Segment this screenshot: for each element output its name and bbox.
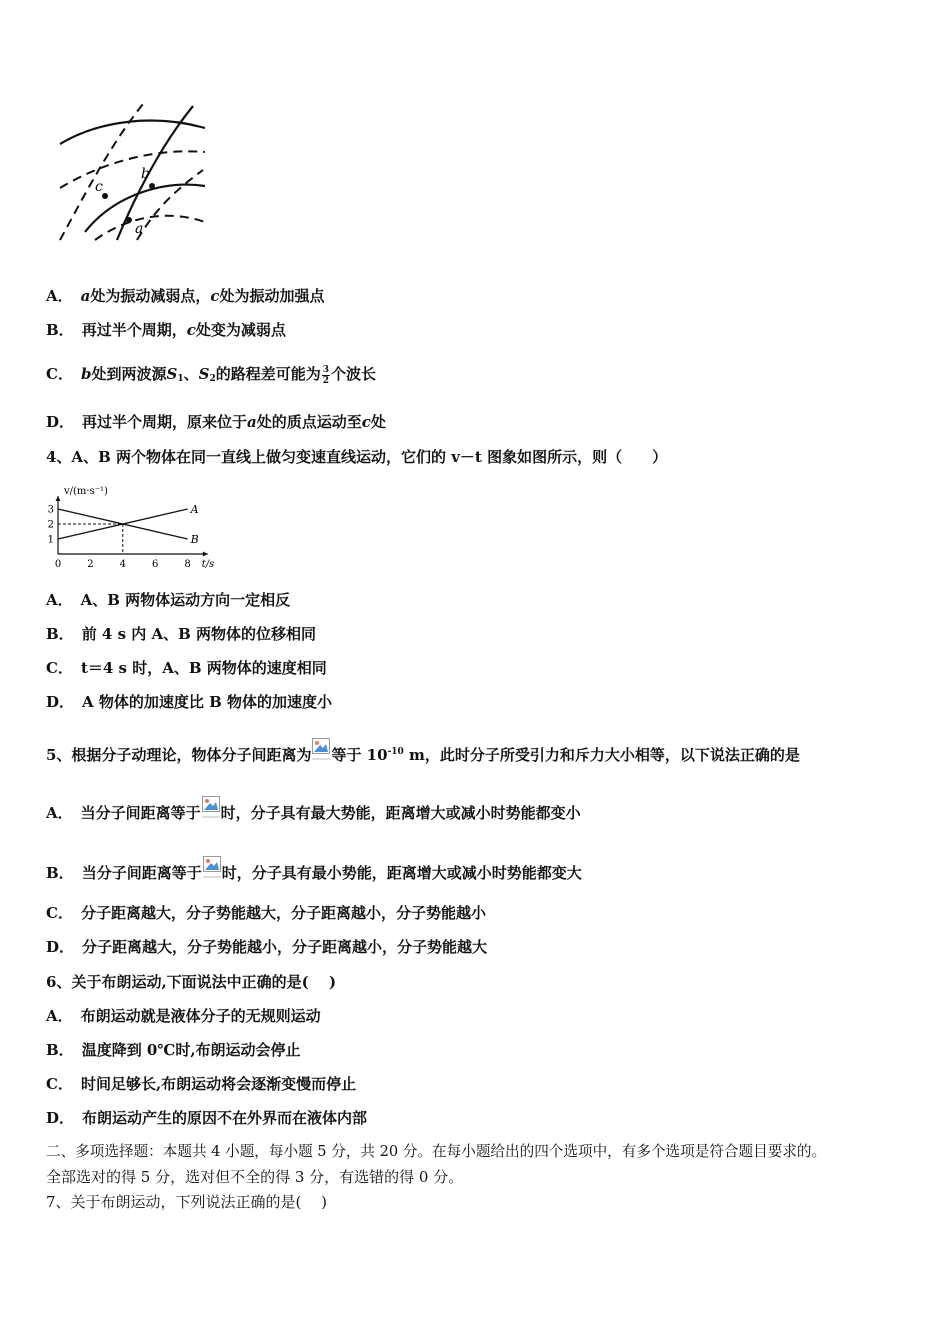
q6-option-c[interactable]: C． 时间足够长,布朗运动将会逐渐变慢而停止 bbox=[46, 1075, 357, 1093]
q6-stem: 6、关于布朗运动,下面说法中正确的是( ) bbox=[46, 973, 337, 991]
broken-image-icon bbox=[202, 796, 220, 822]
y-tick-label: 3 bbox=[47, 504, 54, 516]
q7-stem: 7、关于布朗运动，下列说法正确的是( ) bbox=[46, 1193, 328, 1211]
q6-option-a[interactable]: A． 布朗运动就是液体分子的无规则运动 bbox=[46, 1007, 321, 1025]
q3-option-c[interactable]: C． b处到两波源$S_1$、$S_2$的路程差可能为 $\frac{3}{2}$ 个波长 bbox=[46, 364, 376, 386]
y-axis-label: v/(m·s⁻¹) bbox=[64, 486, 108, 497]
q4-stem: 4、A、B 两个物体在同一直线上做匀变速直线运动，它们的 v－t 图象如图所示，则（ ） bbox=[46, 448, 668, 466]
x-tick-label: 4 bbox=[119, 559, 126, 570]
trough-line-1 bbox=[60, 151, 205, 188]
q4-option-c[interactable]: C． t＝4 s 时，A、B 两物体的速度相同 bbox=[46, 659, 327, 677]
x-tick-label: 6 bbox=[152, 559, 159, 570]
section2-instructions-line1: 二、多项选择题：本题共 4 小题，每小题 5 分，共 20 分。在每小题给出的四个选项中，有多个选项是符合题目要求的。 bbox=[46, 1143, 827, 1160]
q5-option-d[interactable]: D． 分子距离越大，分子势能越小，分子距离越小，分子势能越大 bbox=[46, 938, 488, 956]
x-tick-label: 2 bbox=[87, 559, 94, 570]
q5-option-c[interactable]: C． 分子距离越大，分子势能越大，分子距离越小，分子势能越小 bbox=[46, 904, 486, 922]
point-c-dot bbox=[102, 193, 108, 199]
y-axis-arrow bbox=[56, 496, 61, 501]
point-a-dot bbox=[126, 217, 132, 223]
q3-option-b[interactable]: B． 再过半个周期，c处变为减弱点 bbox=[46, 321, 286, 339]
q5-stem: 5、根据分子动理论，物体分子间距离为 等于 $10^{-10}$ m，此时分子所受引力和斥力大小相等，以下说法正确的是 bbox=[46, 738, 800, 765]
q5-option-b[interactable]: B． 当分子间距离等于 时，分子具有最小势能，距离增大或减小时势能都变大 bbox=[46, 856, 582, 883]
q4-option-d[interactable]: D． A 物体的加速度比 B 物体的加速度小 bbox=[46, 693, 333, 711]
crest-line-2 bbox=[85, 185, 205, 232]
q6-option-d[interactable]: D． 布朗运动产生的原因不在外界而在液体内部 bbox=[46, 1109, 368, 1127]
q4-option-a[interactable]: A． A、B 两物体运动方向一定相反 bbox=[46, 591, 291, 609]
q6-option-b[interactable]: B． 温度降到 0℃时,布朗运动会停止 bbox=[46, 1041, 301, 1059]
x-axis-label: t/s bbox=[201, 559, 215, 570]
section2-instructions-line2: 全部选对的得 5 分，选对但不全的得 3 分，有选错的得 0 分。 bbox=[46, 1168, 464, 1186]
series-label-B: B bbox=[190, 533, 199, 546]
q5-option-a[interactable]: A． 当分子间距离等于 时，分子具有最大势能，距离增大或减小时势能都变小 bbox=[46, 796, 581, 823]
x-tick-label: 8 bbox=[184, 559, 191, 570]
q3-option-a[interactable]: A． a处为振动减弱点，c处为振动加强点 bbox=[46, 287, 325, 305]
broken-image-icon bbox=[312, 738, 330, 764]
series-label-A: A bbox=[190, 503, 199, 516]
wave-interference-figure bbox=[55, 100, 210, 250]
y-tick-label: 2 bbox=[47, 519, 54, 531]
x-tick-label: 0 bbox=[54, 559, 62, 570]
label-c: c bbox=[95, 179, 103, 195]
fraction-3-2: $\frac{3}{2}$ bbox=[322, 364, 329, 386]
q4-option-b[interactable]: B． 前 4 s 内 A、B 两物体的位移相同 bbox=[46, 625, 316, 643]
y-tick-label: 1 bbox=[47, 534, 54, 546]
vt-chart bbox=[44, 478, 234, 576]
label-b: b bbox=[141, 166, 150, 182]
label-a: a bbox=[135, 221, 144, 237]
broken-image-icon bbox=[203, 856, 221, 882]
trough-line-2 bbox=[95, 216, 205, 240]
crest-line-1 bbox=[60, 121, 205, 144]
x-axis-arrow bbox=[203, 552, 208, 557]
point-b-dot bbox=[149, 183, 155, 189]
q3-option-d[interactable]: D． 再过半个周期，原来位于a处的质点运动至c处 bbox=[46, 413, 386, 431]
